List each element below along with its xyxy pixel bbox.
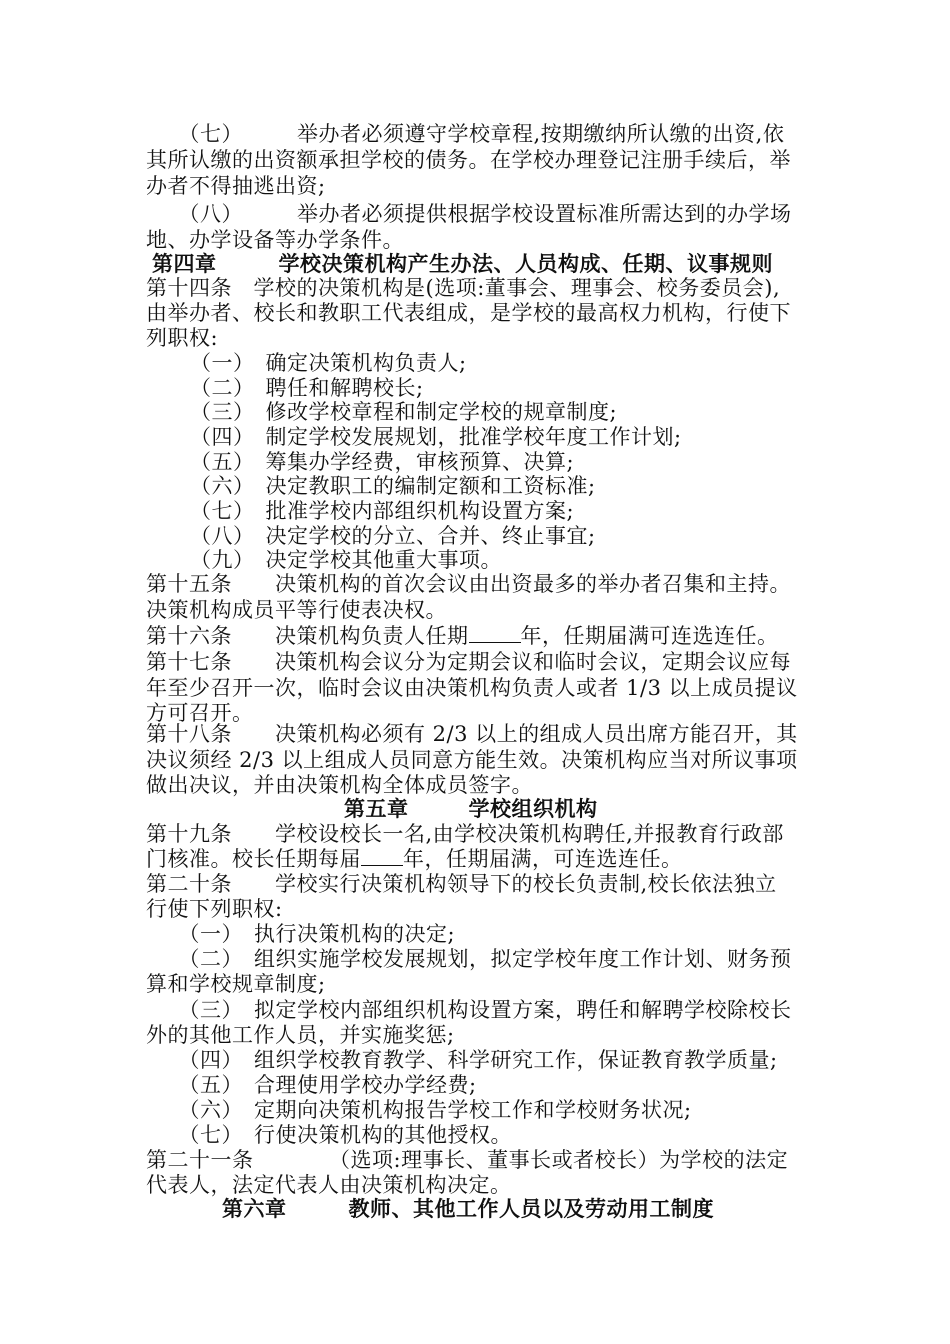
item-8-line-2: 地、办学设备等办学条件。	[146, 228, 404, 252]
item-7-line-1: （七） 举办者必须遵守学校章程,按期缴纳所认缴的出资,依	[146, 122, 785, 146]
chapter-6-number: 第六章	[222, 1197, 287, 1221]
article-14-item-4: （四） 制定学校发展规划，批准学校年度工作计划;	[190, 425, 682, 449]
article-15-line-2: 决策机构成员平等行使表决权。	[146, 598, 447, 622]
article-17-line-2: 年至少召开一次，临时会议由决策机构负责人或者 1/3 以上成员提议	[146, 676, 798, 700]
article-14-item-5: （五） 筹集办学经费，审核预算、决算;	[190, 450, 575, 474]
article-14-item-9: （九） 决定学校其他重大事项。	[190, 548, 502, 572]
term-blank[interactable]	[469, 624, 521, 643]
article-21-line-1: 第二十一条 （选项:理事长、董事长或者校长）为学校的法定	[146, 1148, 789, 1172]
chapter-4-heading	[152, 252, 824, 276]
article-20-item-7: （七） 行使决策机构的其他授权。	[146, 1123, 512, 1147]
article-20-item-3-line-1: （三） 拟定学校内部组织机构设置方案，聘任和解聘学校除校长	[146, 998, 792, 1022]
article-16-text-before: 第十六条 决策机构负责人任期	[146, 624, 469, 648]
article-20-item-4: （四） 组织学校教育教学、科学研究工作，保证教育教学质量;	[146, 1048, 778, 1072]
article-14-line-2: 由举办者、校长和教职工代表组成，是学校的最高权力机构，行使下	[146, 301, 791, 325]
article-14-item-7: （七） 批准学校内部组织机构设置方案;	[190, 499, 575, 523]
chapter-4-title: 学校决策机构产生办法、人员构成、任期、议事规则	[278, 252, 773, 276]
article-20-line-2: 行使下列职权:	[146, 897, 283, 921]
article-17-line-1: 第十七条 决策机构会议分为定期会议和临时会议，定期会议应每	[146, 650, 791, 674]
article-20-line-1: 第二十条 学校实行决策机构领导下的校长负责制,校长依法独立	[146, 872, 777, 896]
article-14-item-8: （八） 决定学校的分立、合并、终止事宜;	[190, 524, 596, 548]
chapter-5-title: 学校组织机构	[468, 797, 598, 821]
item-7-line-3: 办者不得抽逃出资;	[146, 174, 326, 198]
article-20-item-2-line-2: 算和学校规章制度;	[146, 972, 326, 996]
article-14-line-3: 列职权:	[146, 326, 219, 350]
chapter-4-number: 第四章	[152, 252, 217, 276]
article-20-item-2-line-1: （二） 组织实施学校发展规划，拟定学校年度工作计划、财务预	[146, 947, 792, 971]
article-18-line-2: 决议须经 2/3 以上组成人员同意方能生效。决策机构应当对所议事项	[146, 748, 798, 772]
article-14-item-3: （三） 修改学校章程和制定学校的规章制度;	[190, 400, 618, 424]
chapter-5-heading	[344, 797, 950, 821]
article-14-line-1: 第十四条 学校的决策机构是(选项:董事会、理事会、校务委员会),	[146, 276, 781, 300]
article-19-line-2	[146, 847, 818, 871]
article-21-line-2: 代表人，法定代表人由决策机构决定。	[146, 1173, 512, 1197]
term-blank[interactable]	[361, 847, 403, 866]
article-20-item-1: （一） 执行决策机构的决定;	[146, 922, 456, 946]
chapter-5-number: 第五章	[344, 797, 409, 821]
article-17-line-3: 方可召开。	[146, 701, 254, 725]
item-7-line-2: 其所认缴的出资额承担学校的债务。在学校办理登记注册手续后，举	[146, 148, 791, 172]
article-15-line-1: 第十五条 决策机构的首次会议由出资最多的举办者召集和主持。	[146, 572, 791, 596]
article-14-item-1: （一） 确定决策机构负责人;	[190, 351, 467, 375]
article-19-line-1: 第十九条 学校设校长一名,由学校决策机构聘任,并报教育行政部	[146, 822, 784, 846]
article-16-text-after: 年，任期届满可连选连任。	[520, 624, 779, 648]
chapter-6-heading	[222, 1197, 894, 1221]
article-19-text-after: 年，任期届满，可连选连任。	[403, 847, 683, 871]
article-14-item-2: （二） 聘任和解聘校长;	[190, 376, 424, 400]
article-20-item-5: （五） 合理使用学校办学经费;	[146, 1073, 477, 1097]
item-8-line-1: （八） 举办者必须提供根据学校设置标准所需达到的办学场	[146, 202, 792, 226]
article-18-line-1: 第十八条 决策机构必须有 2/3 以上的组成人员出席方能召开，其	[146, 722, 798, 746]
article-18-line-3: 做出决议，并由决策机构全体成员签字。	[146, 773, 533, 797]
article-16-line-1	[146, 624, 818, 648]
chapter-6-title: 教师、其他工作人员以及劳动用工制度	[348, 1197, 714, 1221]
article-20-item-6: （六） 定期向决策机构报告学校工作和学校财务状况;	[146, 1098, 692, 1122]
article-19-text-before: 门核准。校长任期每届	[146, 847, 361, 871]
article-14-item-6: （六） 决定教职工的编制定额和工资标准;	[190, 474, 596, 498]
article-20-item-3-line-2: 外的其他工作人员，并实施奖惩;	[146, 1023, 455, 1047]
